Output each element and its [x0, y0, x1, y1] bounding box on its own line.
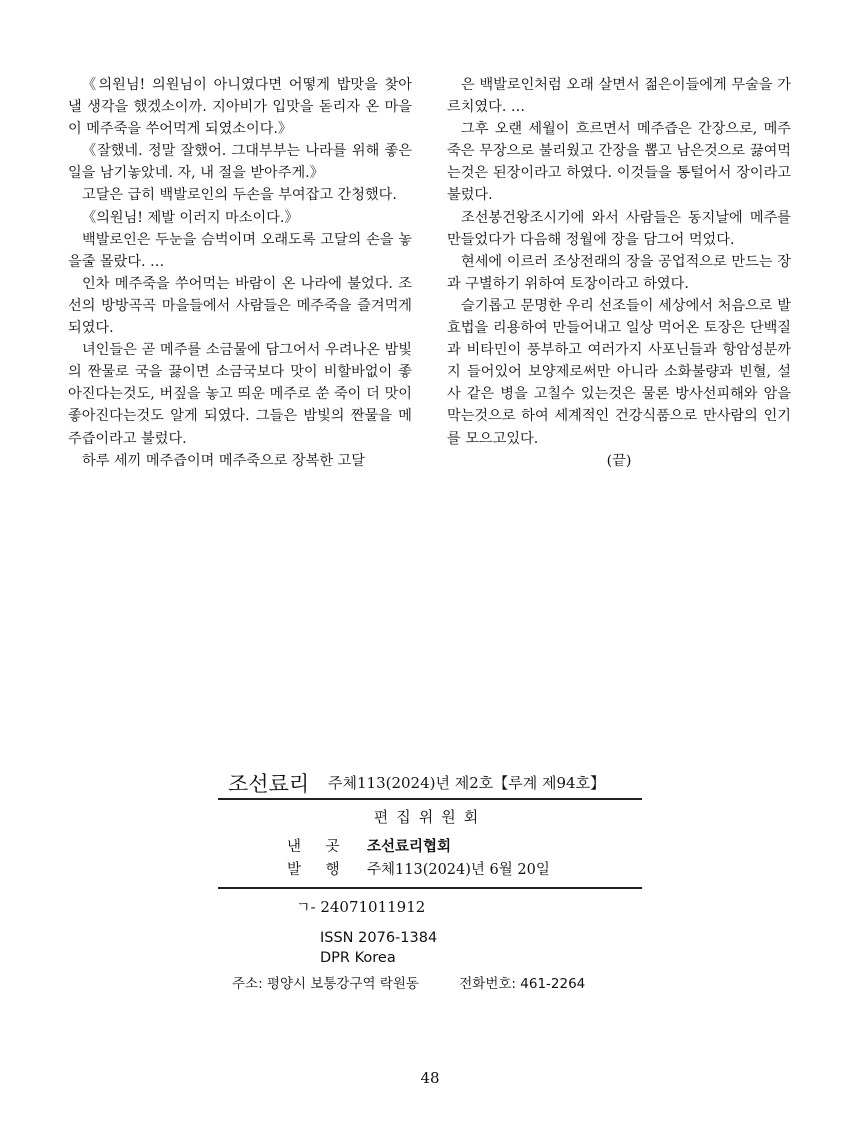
permit-number: ㄱ- 24071011912	[296, 898, 426, 916]
page-number: 48	[420, 1069, 440, 1087]
issn-block	[320, 928, 437, 968]
paragraph: 그후 오랜 세월이 흐르면서 메주즙은 간장으로, 메주죽은 무장으로 불리웠고 간장을 뽑고 남은것으로 끓여먹는것은 된장이라고 하였다. 이것들을 통털어서 장이라고 불렀다.	[447, 121, 791, 204]
left-column	[68, 74, 412, 472]
country: DPR Korea	[320, 950, 396, 966]
paragraph: 백발로인은 두눈을 슴벅이며 오래도록 고달의 손을 놓을줄 몰랐다. …	[68, 231, 412, 270]
paragraph: 슬기롭고 문명한 우리 선조들이 세상에서 처음으로 발효법을 리용하여 만들어내고 일상 먹어온 토장은 단백질과 비타민이 풍부하고 여러가지 사포닌들과 항암성분까지 들어있어 보양제로써만 아니라 소화불량과 빈혈, 설사 같은 병을 고칠수 있는것은 물론 방사선피해와 암을 막는것으로 하여 세계적인 건강식품으로 만사람의 인기를 모으고있다.	[447, 297, 791, 447]
magazine-name: 조선료리	[228, 772, 310, 796]
editorial-committee: 편집위원회	[373, 808, 487, 826]
issue-number: 주체113(2024)년 제2호【루계 제94호】	[328, 774, 606, 792]
end-mark: (끝)	[606, 452, 632, 469]
divider	[218, 887, 642, 889]
paragraph: 인차 메주죽을 쑤어먹는 바람이 온 나라에 불었다. 조선의 방방곡곡 마을들에서 사람들은 메주죽을 즐겨먹게 되였다.	[68, 275, 412, 337]
paragraph: 은 백발로인처럼 오래 살면서 젊은이들에게 무술을 가르치였다. …	[447, 77, 791, 116]
paragraph: 《잘했네. 정말 잘했어. 그대부부는 나라를 위해 좋은 일을 남기놓았네. 자, 내 절을 받아주게.》	[68, 143, 412, 182]
paragraph: 《의원님! 의원님이 아니였다면 어떻게 밥맛을 찾아낼 생각을 했겠소이까. 지아비가 입맛을 돋리자 온 마을이 메주죽을 쑤어먹게 되였소이다.》	[68, 77, 412, 138]
issn: ISSN 2076-1384	[320, 930, 438, 946]
masthead	[218, 764, 642, 800]
paragraph: 현세에 이르러 조상전래의 장을 공업적으로 만드는 장과 구별하기 위하여 토장이라고 하였다.	[447, 253, 791, 292]
address: 주소: 평양시 보통강구역 락원동	[232, 976, 419, 992]
paragraph: 조선봉건왕조시기에 와서 사람들은 동지날에 메주를 만들었다가 다음해 정월에 장을 담그어 먹었다.	[447, 209, 791, 248]
publisher-row	[287, 835, 451, 856]
right-column	[447, 74, 791, 472]
issue-date-row	[287, 858, 550, 879]
phone: 전화번호: 461-2264	[459, 976, 586, 992]
publisher-value: 조선료리협회	[367, 838, 452, 855]
contact-line	[232, 972, 585, 992]
publisher-label: 낸 곳	[287, 839, 350, 855]
paragraph: 하루 세끼 메주즙이며 메주죽으로 장복한 고달	[82, 452, 365, 469]
paragraph: 녀인들은 곧 메주를 소금물에 담그어서 우려나온 밤빛의 짠물로 국을 끓이면 소금국보다 맛이 비할바없이 좋아진다는것도, 버짚을 놓고 띄운 메주로 쑨 죽이 더 맛이 좋아진다는것도 알게 되였다. 그들은 밤빛의 짠물을 메주즙이라고 불렀다.	[68, 342, 412, 447]
issue-date-label: 발 행	[287, 862, 350, 878]
paragraph: 《의원님! 제발 이러지 마소이다.》	[82, 209, 299, 226]
paragraph: 고달은 급히 백발로인의 두손을 부여잡고 간청했다.	[82, 187, 397, 204]
issue-date-value: 주체113(2024)년 6월 20일	[367, 862, 550, 878]
